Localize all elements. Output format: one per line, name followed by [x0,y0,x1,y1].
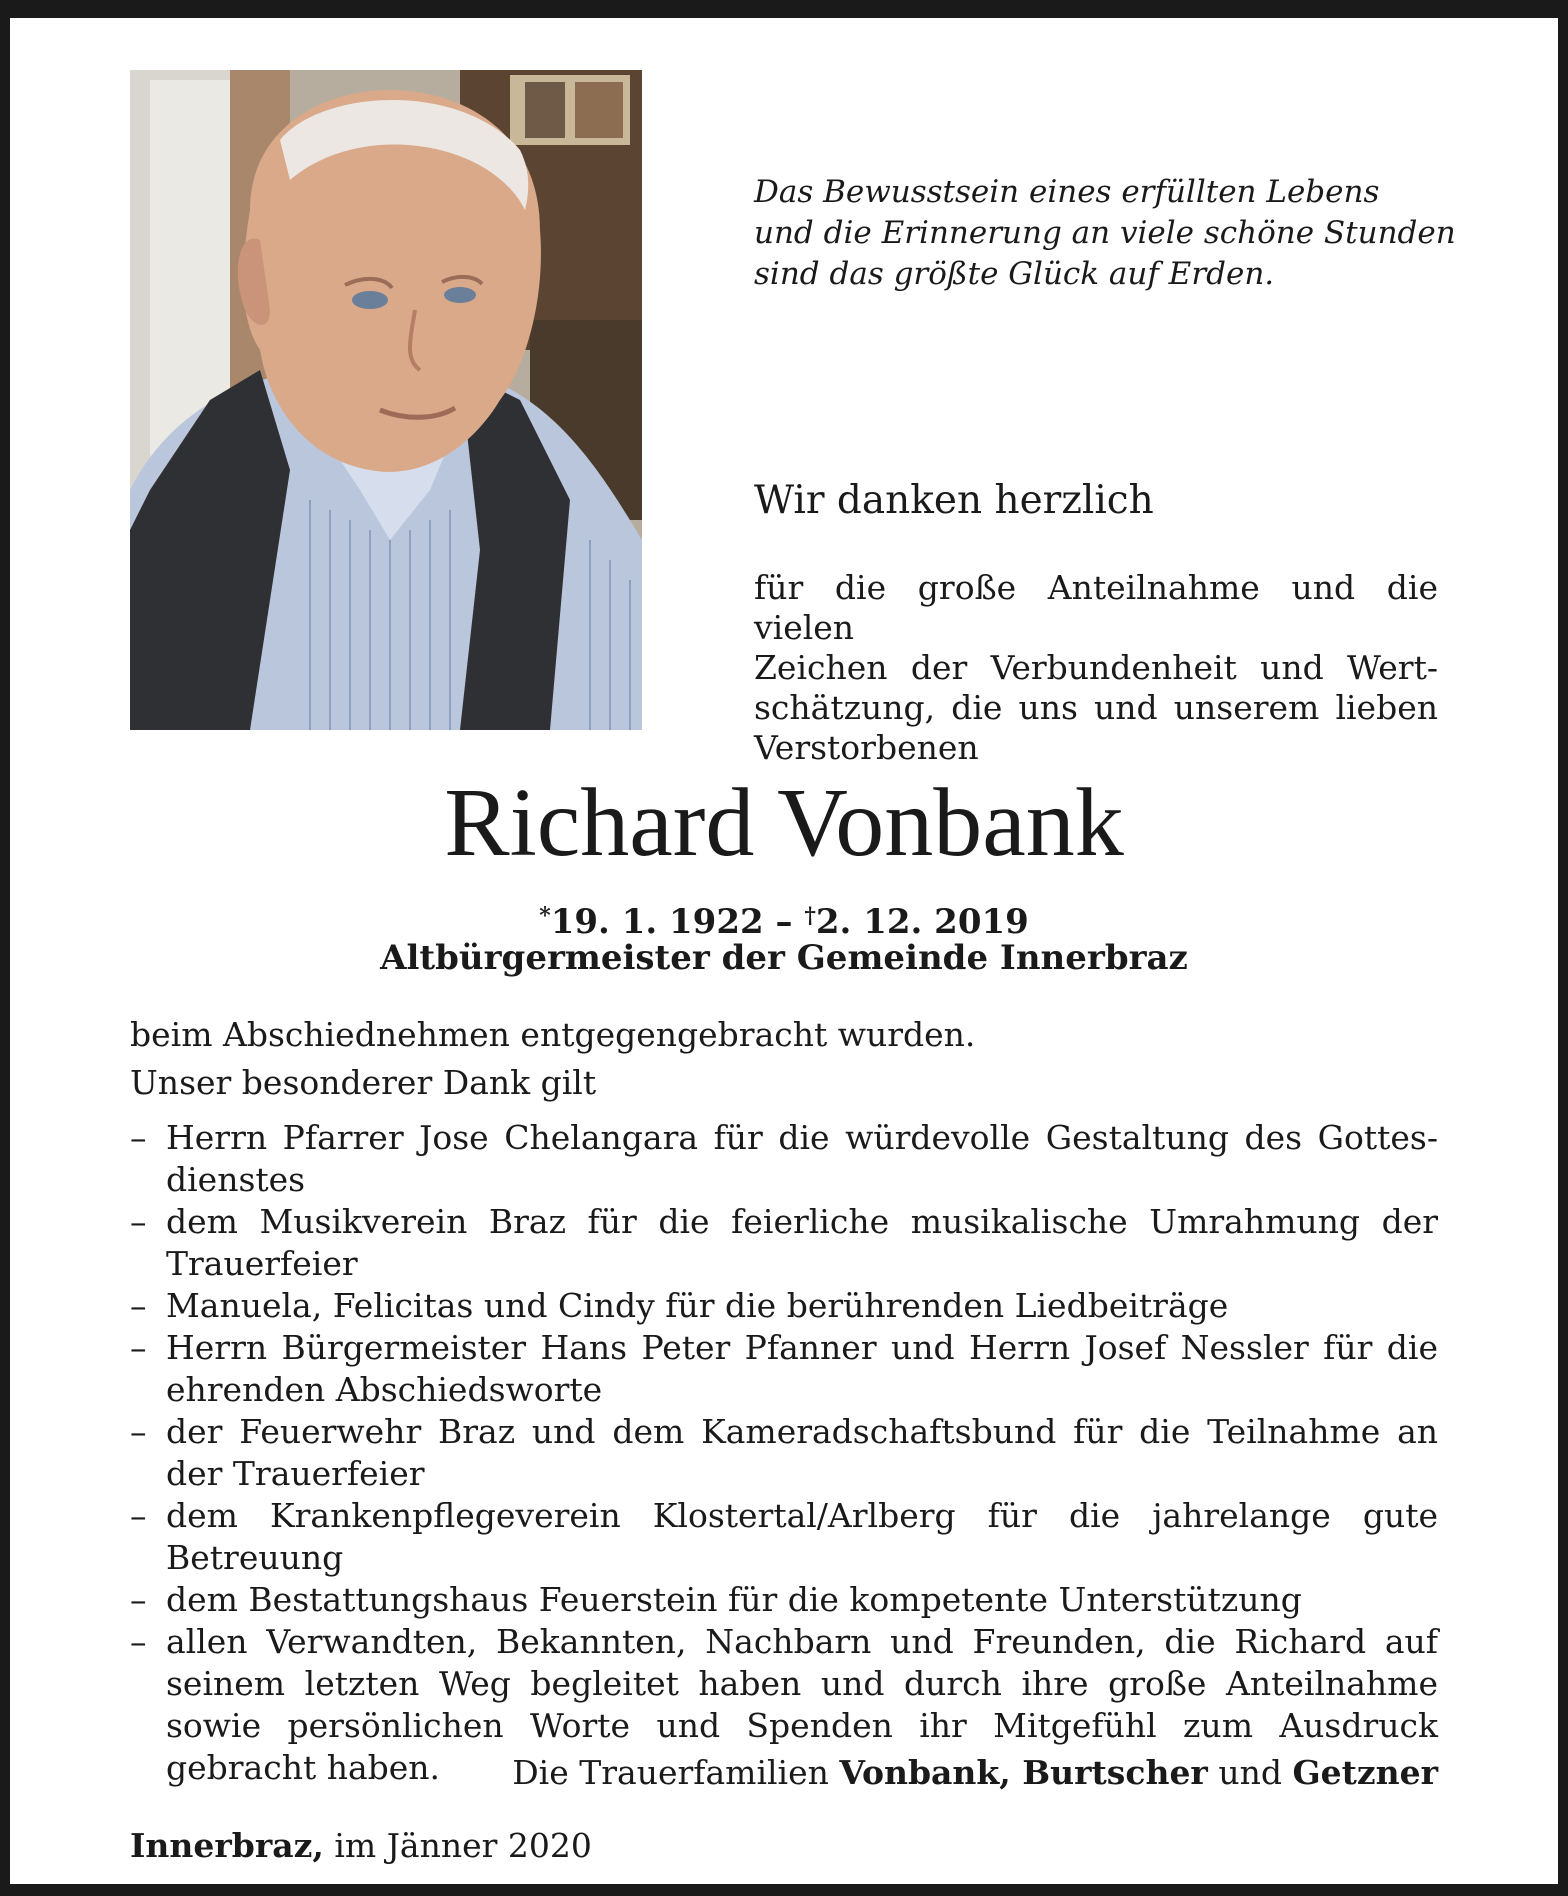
farewell-line: beim Abschiednehmen entgegengebracht wurden. [130,1015,976,1054]
place-date-line [130,1826,592,1865]
deceased-office: Altbürgermeister der Gemeinde Innerbraz [380,938,1188,978]
motto-line: sind das größte Glück auf Erden. [754,256,1275,292]
intro-line: Verstorbenen [754,728,979,767]
frame-border-top [0,0,1568,18]
list-item [130,1201,1438,1285]
list-item-line: dem Musikverein Braz für die feierliche musikalische Umrahmung der [166,1202,1438,1241]
date-text: im Jänner 2020 [323,1826,592,1865]
list-item-line: der Trauerfeier [166,1454,425,1493]
dash-bullet: – [130,1622,147,1661]
list-item-line: Trauerfeier [166,1244,358,1283]
list-item-line: seinem letzten Weg begleitet haben und durch ihre große Anteilnahme [166,1664,1438,1703]
list-item [130,1495,1438,1579]
motto-line: und die Erinnerung an viele schöne Stunden [754,215,1456,251]
death-cross-icon: † [804,903,816,929]
intro-line: Zeichen der Verbundenheit und Wert- [754,648,1438,687]
portrait-photo [130,70,642,730]
intro-line: für die große Anteilnahme und die vielen [754,568,1438,647]
list-item [130,1327,1438,1411]
list-item [130,1411,1438,1495]
list-item-line: Herrn Bürgermeister Hans Peter Pfanner und Herrn Josef Nessler für die [166,1328,1438,1367]
signature-line [512,1753,1438,1792]
signature-family-name-last: Getzner [1292,1753,1438,1792]
thanks-list [130,1117,1438,1789]
motto-line: Das Bewusstsein eines erfüllten Lebens [754,174,1380,210]
list-item-line: dem Bestattungshaus Feuerstein für die kompetente Unterstützung [166,1580,1302,1619]
signature-prefix: Die Trauerfamilien [512,1753,840,1792]
dash-bullet: – [130,1118,147,1157]
dash-bullet: – [130,1286,147,1325]
list-item-line: gebracht haben. [166,1748,441,1787]
signature-family-names: Vonbank, Burtscher [839,1753,1208,1792]
dash-bullet: – [130,1580,147,1619]
dash-bullet: – [130,1412,147,1451]
birth-star-icon: * [539,903,551,929]
death-date: 2. 12. 2019 [815,902,1029,942]
list-item-line: der Feuerwehr Braz und dem Kameradschaftsbund für die Teilnahme an [166,1412,1438,1451]
intro-paragraph [754,568,1438,768]
list-item-line: dem Krankenpflegeverein Klostertal/Arlberg für die jahrelange gute Betreuung [166,1496,1438,1577]
deceased-name: Richard Vonbank [444,769,1124,877]
intro-line: schätzung, die uns und unserem lieben [754,688,1438,727]
frame-border-bottom [0,1884,1568,1896]
list-item-line: Manuela, Felicitas und Cindy für die berührenden Liedbeiträge [166,1286,1229,1325]
special-thanks-intro: Unser besonderer Dank gilt [130,1063,597,1102]
dash-bullet: – [130,1202,147,1241]
place-name: Innerbraz, [130,1826,324,1865]
dash-bullet: – [130,1328,147,1367]
birth-date: 19. 1. 1922 [550,902,764,942]
list-item-line: ehrenden Abschiedsworte [166,1370,603,1409]
list-item-line: allen Verwandten, Bekannten, Nachbarn und Freunden, die Richard auf [166,1622,1438,1661]
motto-quote [754,172,1494,295]
list-item-line: dienstes [166,1160,306,1199]
life-dates [0,896,1568,942]
list-item-line: sowie persönlichen Worte und Spenden ihr Mitgefühl zum Ausdruck [166,1706,1438,1745]
signature-connector: und [1207,1753,1293,1792]
list-item [130,1285,1438,1327]
list-item [130,1579,1438,1621]
dash-bullet: – [130,1496,147,1535]
list-item-line: Herrn Pfarrer Jose Chelangara für die würdevolle Gestaltung des Gottes- [166,1118,1438,1157]
list-item [130,1117,1438,1201]
thanks-heading: Wir danken herzlich [754,478,1154,523]
date-separator: – [763,902,805,942]
